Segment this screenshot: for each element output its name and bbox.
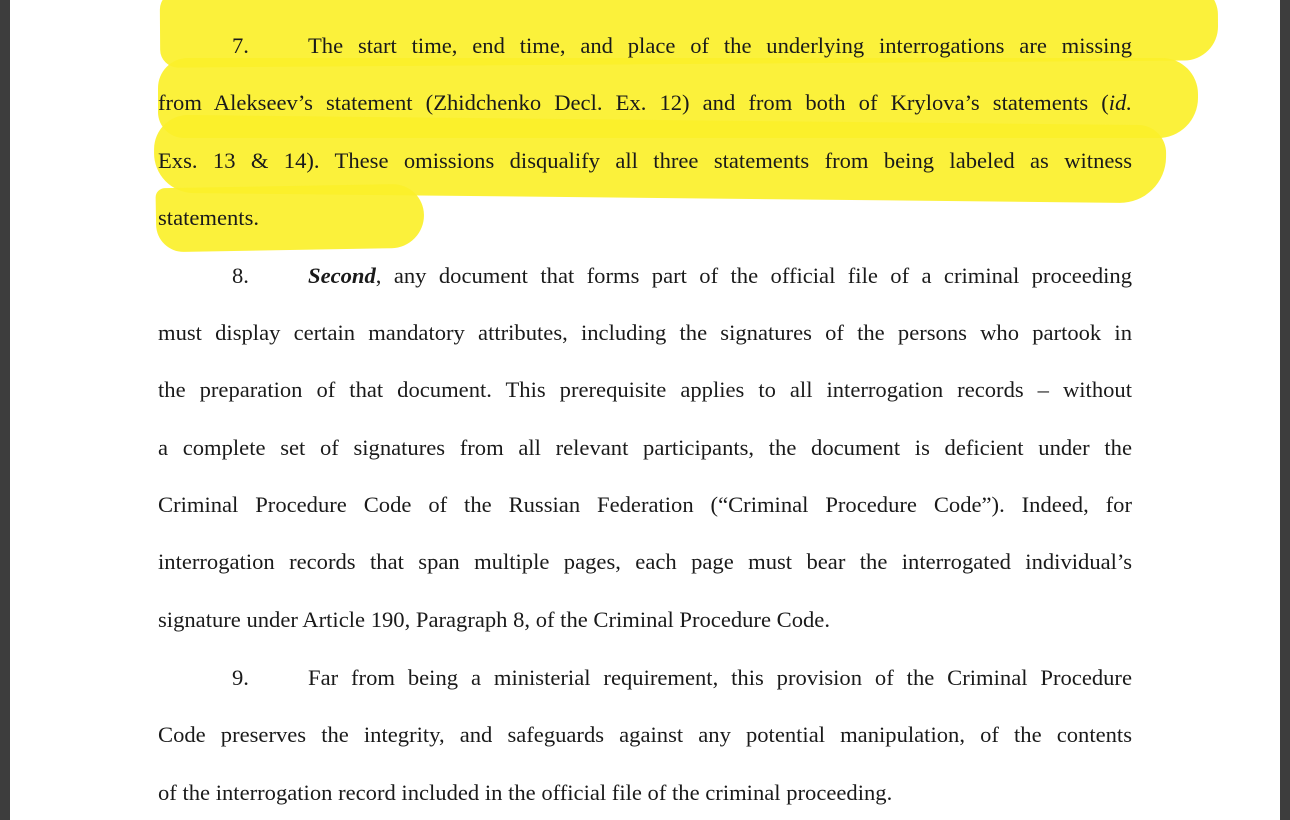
paragraph-line: Far from being a ministerial requirement, this provision of the Criminal Procedure: [308, 665, 1132, 690]
paragraph-line: a complete set of signatures from all relevant participants, the document is deficient under the: [158, 435, 1132, 460]
document-page: [10, 0, 1280, 820]
lead-term: Second: [308, 263, 376, 288]
paragraph-line: statements.: [158, 205, 260, 230]
paragraph-number: 7.: [232, 33, 249, 58]
paragraph-number: 9.: [232, 665, 249, 690]
citation-italic: id.: [1108, 90, 1132, 115]
paragraph-line: the preparation of that document. This prerequisite applies to all interrogation records – without: [158, 377, 1132, 402]
paragraph-line: of the interrogation record included in the official file of the criminal proceeding.: [158, 780, 893, 805]
paragraph-line: The start time, end time, and place of the underlying interrogations are missing: [308, 33, 1132, 58]
paragraph-line: [308, 261, 1132, 291]
paragraph-line: Code preserves the integrity, and safeguards against any potential manipulation, of the contents: [158, 722, 1132, 747]
paragraph-line: Exs. 13 & 14). These omissions disqualify all three statements from being labeled as witness: [158, 148, 1132, 173]
paragraph-line: [158, 88, 1132, 118]
paragraph-line: interrogation records that span multiple pages, each page must bear the interrogated individual’s: [158, 549, 1132, 574]
paragraph-line-text: from Alekseev’s statement (Zhidchenko Decl. Ex. 12) and from both of Krylova’s statements (: [158, 90, 1109, 115]
paragraph-line: signature under Article 190, Paragraph 8, of the Criminal Procedure Code.: [158, 607, 830, 632]
paragraph-line-text: , any document that forms part of the official file of a criminal proceeding: [375, 263, 1132, 288]
paragraph-line: must display certain mandatory attributes, including the signatures of the persons who partook in: [158, 320, 1132, 345]
paragraph-line: Criminal Procedure Code of the Russian Federation (“Criminal Procedure Code”). Indeed, for: [158, 492, 1132, 517]
paragraph-number: 8.: [232, 263, 249, 288]
